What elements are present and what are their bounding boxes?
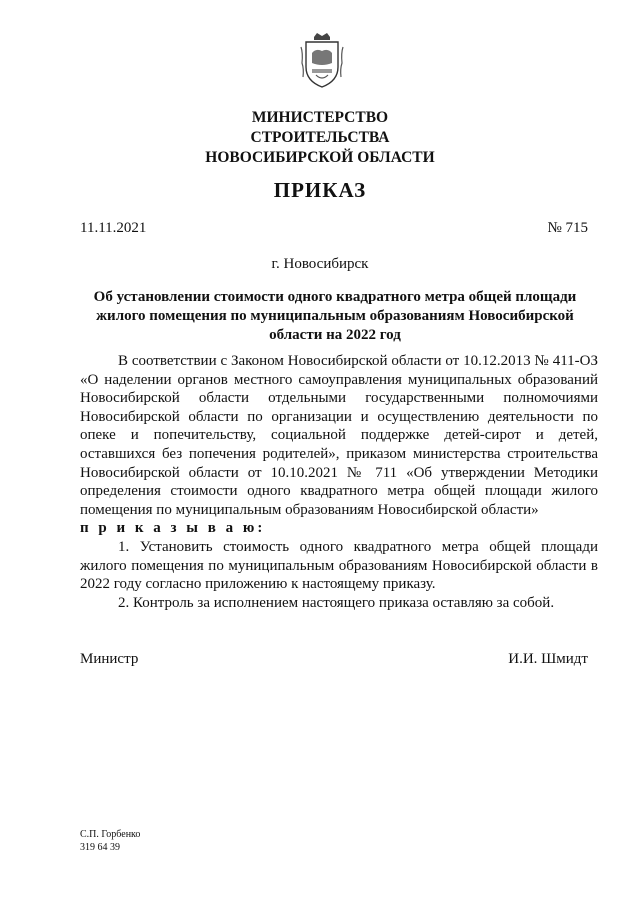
ministry-line-3: НОВОСИБИРСКОЙ ОБЛАСТИ <box>205 149 435 166</box>
signer-name: И.И. Шмидт <box>508 651 588 667</box>
order-date: 11.11.2021 <box>80 220 147 236</box>
order-subject: Об установлении стоимости одного квадратного метра общей площади жилого помещения по муниципальным образованиям Новосибирской области на 2022 год <box>93 289 577 343</box>
order-item-1: 1. Установить стоимость одного квадратного метра общей площади жилого помещения по муниципальным образованиям Новосибирской области в 2022 году согласно приложению к настоящему приказу. <box>80 538 598 593</box>
executor-info <box>80 828 140 854</box>
executor-name: С.П. Горбенко <box>80 829 141 840</box>
document-type-title: ПРИКАЗ <box>273 178 367 202</box>
signer-position: Министр <box>80 651 139 667</box>
ministry-line-1: МИНИСТЕРСТВО <box>251 109 389 126</box>
ministry-line-2: СТРОИТЕЛЬСТВА <box>250 129 390 146</box>
order-item-2: 2. Контроль за исполнением настоящего приказа оставляю за собой. <box>118 594 555 611</box>
coat-of-arms-icon <box>300 33 344 89</box>
order-directive: п р и к а з ы в а ю: <box>80 520 266 537</box>
order-number: № 715 <box>547 220 588 236</box>
order-city: г. Новосибирск <box>271 256 369 272</box>
preamble-paragraph: В соответствии с Законом Новосибирской области от 10.12.2013 № 411-ОЗ «О наделении органов местного самоуправления муниципальных образований Новосибирской области отдельными государственными полномочиями Новосибирской области по организации и осуществлению деятельности по опеке и попечительству, социальной поддержке детей-сирот и детей, оставшихся без попечения родителей», приказом министерства строительства Новосибирской области от 10.10.2021 № 711 «Об утверждении Методики определения стоимости одного квадратного метра общей площади жилого помещения по муниципальным образованиям Новосибирской области» <box>80 353 598 518</box>
executor-phone: 319 64 39 <box>80 842 120 853</box>
ministry-name <box>0 108 640 168</box>
order-body <box>80 352 598 612</box>
